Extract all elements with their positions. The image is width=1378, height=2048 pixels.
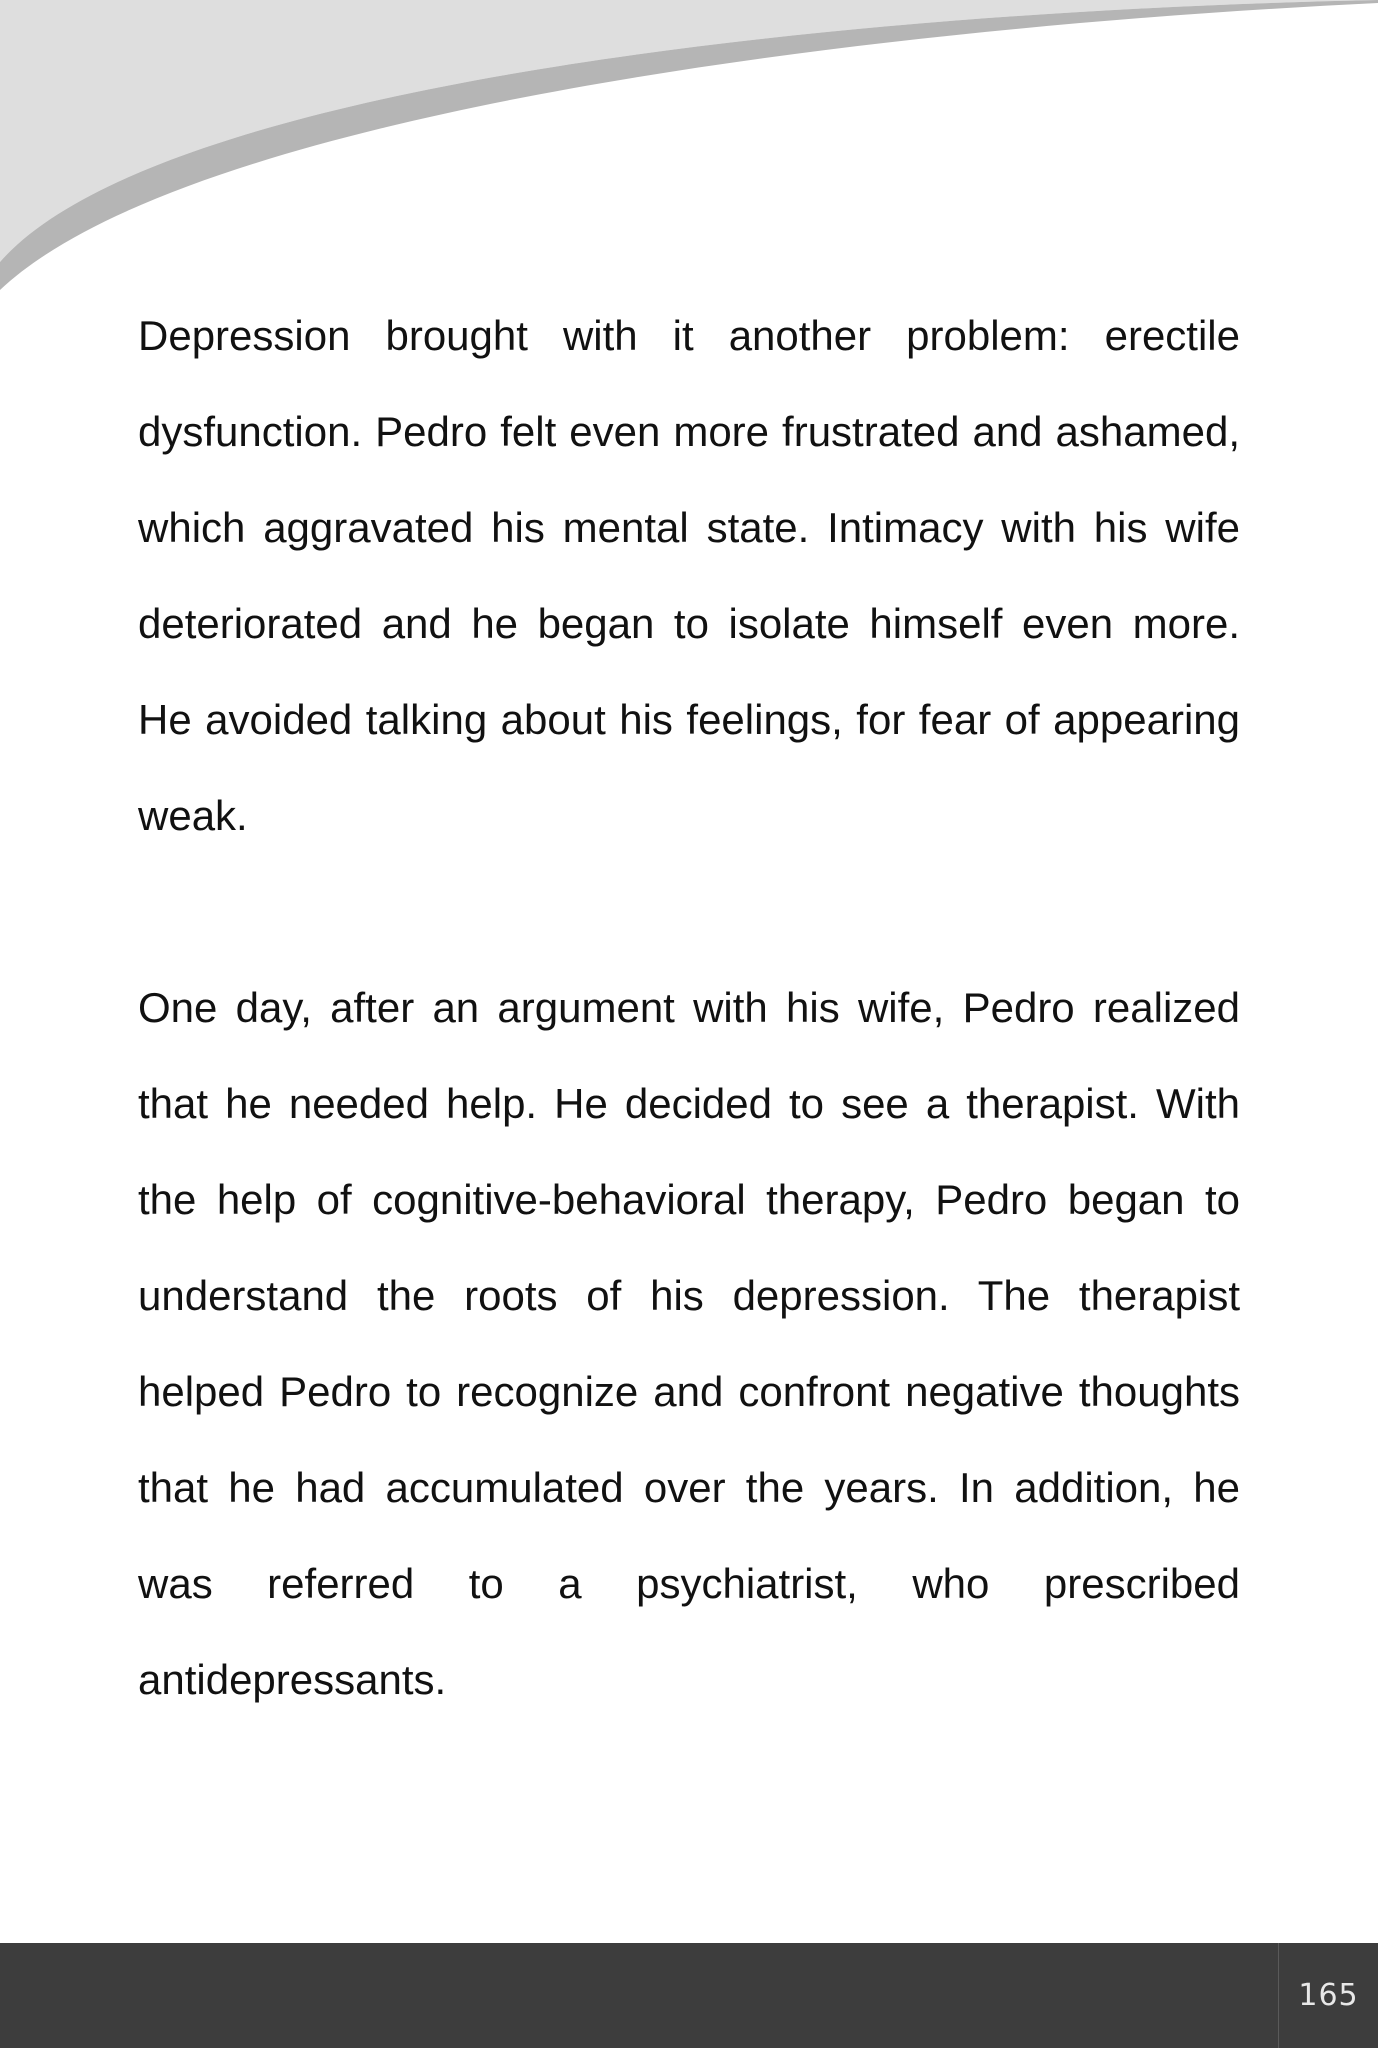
footer-bar bbox=[0, 1943, 1378, 2048]
paragraph-1: Depression brought with it another problem: erectile dysfunction. Pedro felt even more frustrated and ashamed, which aggravated his mental state. Intimacy with his wife deteriorated and he began to isolate himself even more. He avoided talking about his feelings, for fear of appearing weak. bbox=[138, 312, 1240, 839]
header-swoosh-decoration bbox=[0, 0, 1378, 300]
page-number-box bbox=[1278, 1943, 1378, 2048]
page-number: 165 bbox=[1298, 1978, 1359, 2013]
body-text bbox=[138, 288, 1240, 1728]
paragraph-2: One day, after an argument with his wife, Pedro realized that he needed help. He decided to see a therapist. With the help of cognitive-behavioral therapy, Pedro began to understand the roots of his depression. The therapist helped Pedro to recognize and confront negative thoughts that he had accumulated over the years. In addition, he was referred to a psychiatrist, who prescribed antidepressants. bbox=[138, 984, 1240, 1703]
header-swoosh-light bbox=[0, 0, 1378, 262]
